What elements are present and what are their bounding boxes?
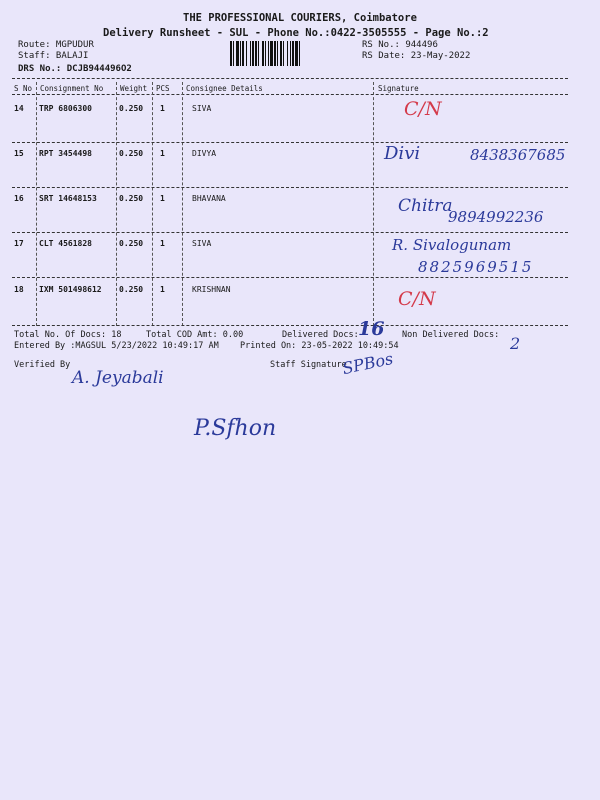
phone-row15: 8438367685 bbox=[470, 146, 566, 164]
row-weight: 0.250 bbox=[119, 149, 144, 158]
row-consignee: KRISHNAN bbox=[192, 285, 231, 294]
row-weight: 0.250 bbox=[119, 104, 144, 113]
company-title: THE PROFESSIONAL COURIERS, Coimbatore bbox=[183, 12, 417, 24]
row-consignment: SRT 14648153 bbox=[39, 194, 97, 203]
row-consignee: DIVYA bbox=[192, 149, 217, 158]
route-label: Route: MGPUDUR bbox=[18, 40, 94, 50]
phone-row17: 8825969515 bbox=[418, 258, 534, 276]
col-consignee: Consignee Details bbox=[186, 84, 263, 93]
drs-label: DRS No.: DCJB944496O2 bbox=[18, 64, 132, 74]
column-separator bbox=[182, 82, 183, 326]
verified-signature: A. Jeyabali bbox=[72, 368, 164, 388]
non-delivered-docs-label: Non Delivered Docs: bbox=[402, 330, 500, 340]
row-consignment: TRP 6806300 bbox=[39, 104, 92, 113]
row-pcs: 1 bbox=[160, 239, 165, 248]
total-cod: Total COD Amt: 0.00 bbox=[146, 330, 244, 340]
signature-cn-row18: C/N bbox=[398, 288, 436, 310]
divider bbox=[12, 232, 568, 233]
signature-row16: Chitra bbox=[398, 196, 453, 216]
entered-by: Entered By :MAGSUL 5/23/2022 10:49:17 AM bbox=[14, 341, 219, 351]
verified-by-label: Verified By bbox=[14, 360, 71, 370]
row-consignment: RPT 3454498 bbox=[39, 149, 92, 158]
row-consignment: IXM 501498612 bbox=[39, 285, 102, 294]
total-docs: Total No. Of Docs: 18 bbox=[14, 330, 122, 340]
row-pcs: 1 bbox=[160, 285, 165, 294]
row-pcs: 1 bbox=[160, 149, 165, 158]
staff-signature: SPBos bbox=[340, 348, 395, 379]
col-pcs: PCS bbox=[156, 84, 170, 93]
divider bbox=[12, 187, 568, 188]
divider bbox=[12, 94, 568, 95]
col-signature: Signature bbox=[378, 84, 419, 93]
divider bbox=[12, 277, 568, 278]
col-consignment: Consignment No bbox=[40, 84, 104, 93]
row-weight: 0.250 bbox=[119, 285, 144, 294]
phone-row16: 9894992236 bbox=[448, 208, 544, 226]
row-sno: 18 bbox=[14, 285, 24, 294]
row-pcs: 1 bbox=[160, 194, 165, 203]
col-sno: S No bbox=[14, 84, 33, 93]
divider bbox=[12, 142, 568, 143]
column-separator bbox=[373, 82, 374, 326]
column-separator bbox=[152, 82, 153, 326]
row-weight: 0.250 bbox=[119, 194, 144, 203]
row-pcs: 1 bbox=[160, 104, 165, 113]
printed-on: Printed On: 23-05-2022 10:49:54 bbox=[240, 341, 399, 351]
staff-label: Staff: BALAJI bbox=[18, 51, 89, 61]
signature-row15: Divi bbox=[384, 143, 421, 164]
delivered-docs-label: Delivered Docs: bbox=[282, 330, 359, 340]
row-consignee: BHAVANA bbox=[192, 194, 226, 203]
rs-date: RS Date: 23-May-2022 bbox=[362, 51, 471, 61]
non-delivered-count-handwritten: 2 bbox=[510, 334, 521, 353]
row-consignment: CLT 4561828 bbox=[39, 239, 92, 248]
row-sno: 17 bbox=[14, 239, 24, 248]
row-sno: 14 bbox=[14, 104, 24, 113]
row-sno: 15 bbox=[14, 149, 24, 158]
row-consignee: SIVA bbox=[192, 239, 212, 248]
staff-signature-label: Staff Signature bbox=[270, 360, 347, 370]
bottom-signature: P.Sfhon bbox=[194, 416, 277, 441]
barcode bbox=[230, 41, 342, 66]
signature-row17: R. Sivalogunam bbox=[392, 236, 512, 254]
rs-number: RS No.: 944496 bbox=[362, 40, 438, 50]
divider bbox=[12, 78, 568, 79]
column-separator bbox=[116, 82, 117, 326]
col-weight: Weight bbox=[120, 84, 148, 93]
row-weight: 0.250 bbox=[119, 239, 144, 248]
runsheet-subtitle: Delivery Runsheet - SUL - Phone No.:0422-3505555 - Page No.:2 bbox=[103, 27, 489, 39]
row-consignee: SIVA bbox=[192, 104, 212, 113]
delivered-count-handwritten: 16 bbox=[358, 318, 385, 340]
row-sno: 16 bbox=[14, 194, 24, 203]
signature-cn-row14: C/N bbox=[404, 98, 442, 120]
divider bbox=[12, 325, 568, 326]
column-separator bbox=[36, 82, 37, 326]
